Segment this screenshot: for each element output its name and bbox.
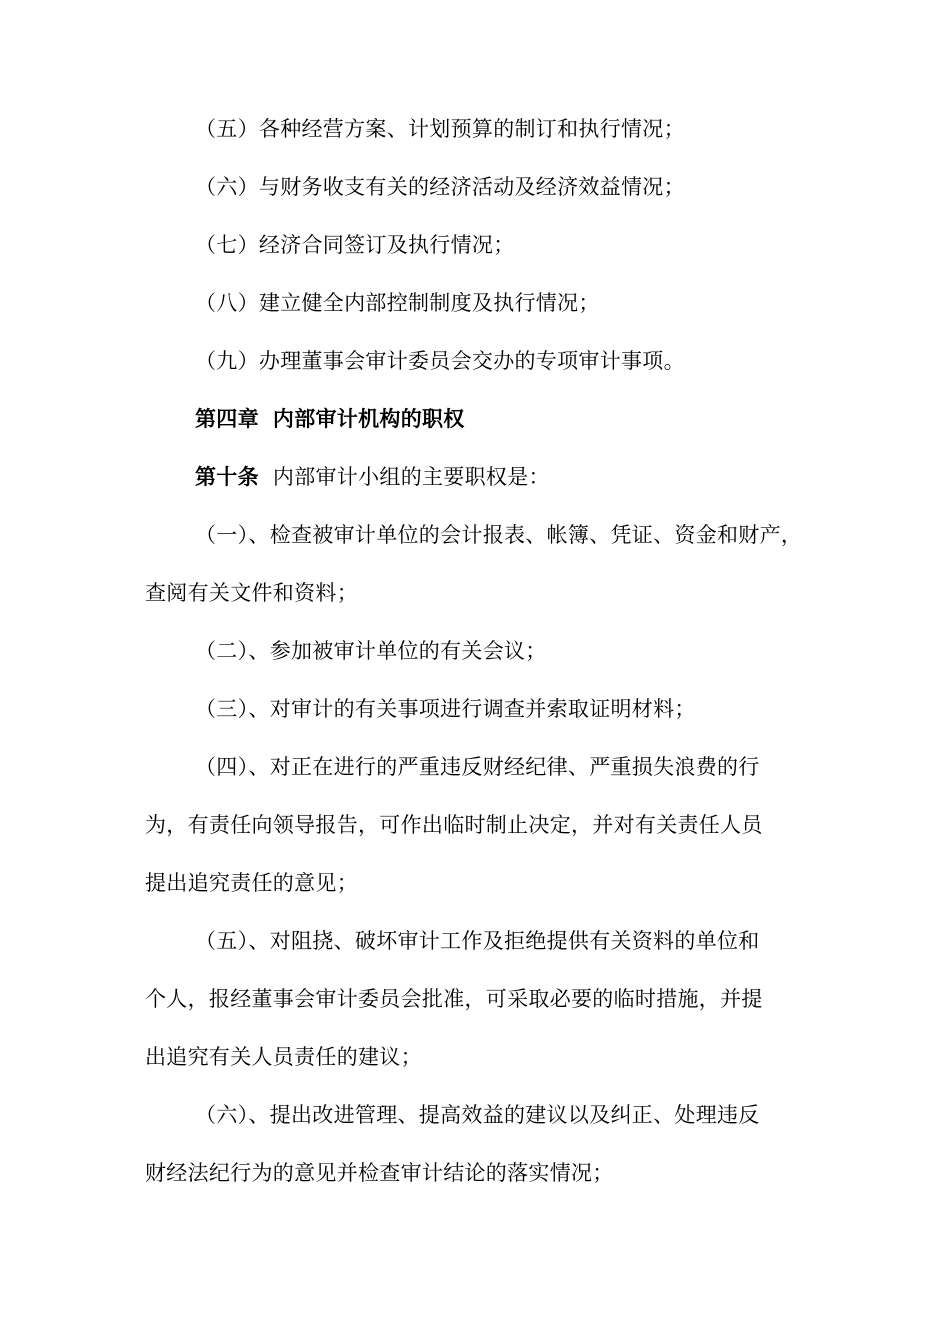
- list-item: （九）办理董事会审计委员会交办的专项审计事项。: [195, 349, 685, 373]
- chapter-title: 内部审计机构的职权: [272, 407, 465, 431]
- power-item-line: 个人，报经董事会审计委员会批准，可采取必要的临时措施，并提: [145, 987, 763, 1011]
- list-item: （六）与财务收支有关的经济活动及经济效益情况；: [195, 175, 685, 199]
- power-item-line: （六）、提出改进管理、提高效益的建议以及纠正、处理违反: [195, 1103, 760, 1127]
- power-item-line: （一）、检查被审计单位的会计报表、帐簿、凭证、资金和财产，: [195, 523, 803, 547]
- power-item-line: （四）、对正在进行的严重违反财经纪律、严重损失浪费的行: [195, 755, 760, 779]
- power-item-line: 提出追究责任的意见；: [145, 871, 358, 895]
- power-item-line: （五）、对阻挠、破坏审计工作及拒绝提供有关资料的单位和: [195, 929, 760, 953]
- document-body: [145, 100, 810, 1202]
- power-item-line: 查阅有关文件和资料；: [145, 581, 358, 605]
- power-item-line: （二）、参加被审计单位的有关会议；: [195, 639, 547, 663]
- chapter-heading: [145, 390, 810, 448]
- chapter-number: 第四章: [195, 407, 259, 431]
- power-item-line: 出追究有关人员责任的建议；: [145, 1045, 422, 1069]
- power-item-line: （三）、对审计的有关事项进行调查并索取证明材料；: [195, 697, 696, 721]
- power-item-line: 财经法纪行为的意见并检查审计结论的落实情况；: [145, 1161, 614, 1185]
- article-text: 内部审计小组的主要职权是：: [272, 465, 550, 489]
- power-item-line: 为，有责任向领导报告，可作出临时制止决定，并对有关责任人员: [145, 813, 763, 837]
- list-item: （七）经济合同签订及执行情况；: [195, 233, 515, 257]
- list-item: （五）各种经营方案、计划预算的制订和执行情况；: [195, 117, 685, 141]
- article-heading: [145, 448, 810, 506]
- list-item: （八）建立健全内部控制制度及执行情况；: [195, 291, 600, 315]
- article-number: 第十条: [195, 465, 259, 489]
